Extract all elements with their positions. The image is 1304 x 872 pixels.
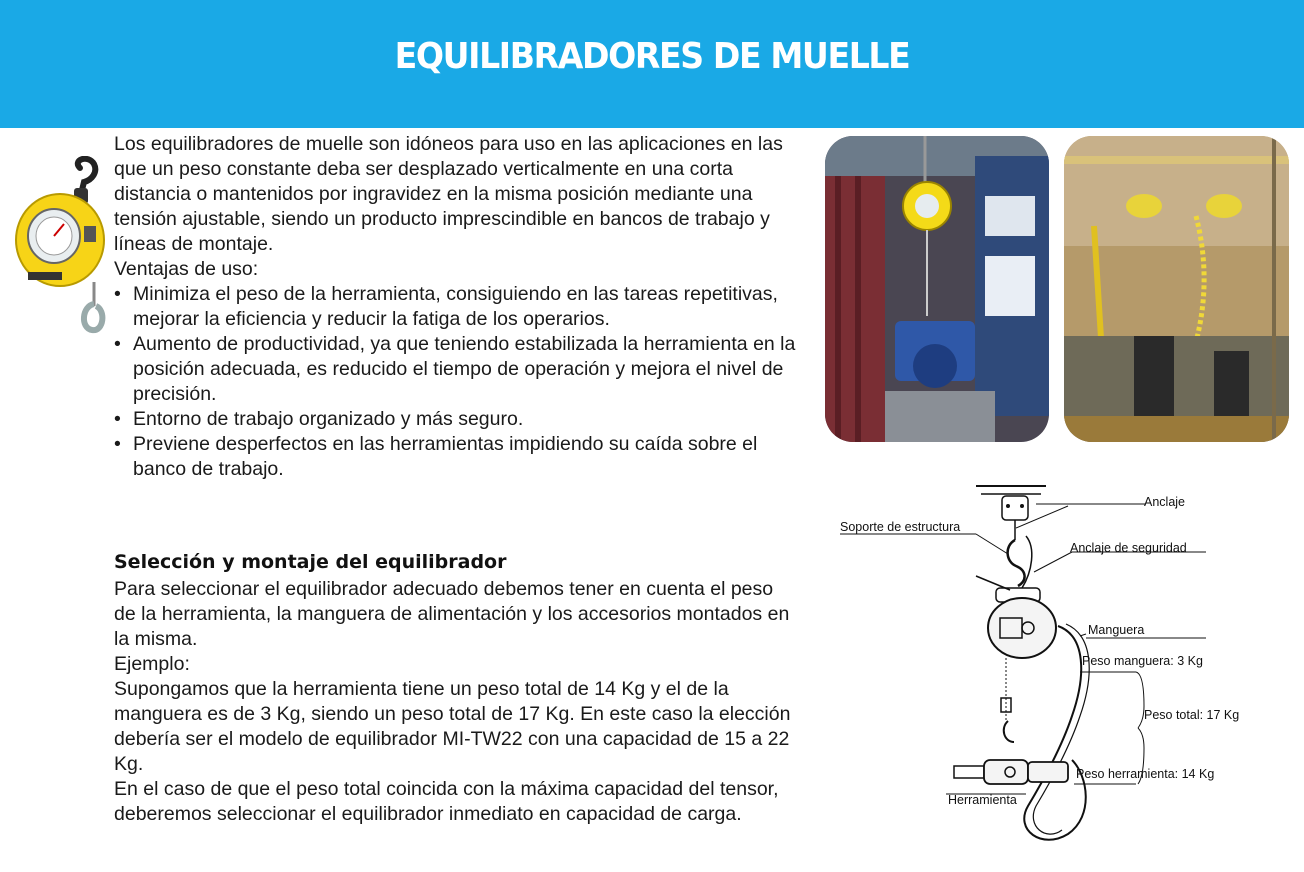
page-title: EQUILIBRADORES DE MUELLE (394, 36, 910, 77)
ejemplo-paragraph: Supongamos que la herramienta tiene un peso total de 14 Kg y el de la manguera es de 3 Kg, siendo un peso total de 17 Kg. En este caso la elección debería ser el modelo de equilibrador MI-TW22 con una capacidad de 15 a 22 Kg. (114, 678, 791, 775)
ventajas-label: Ventajas de uso: (114, 258, 259, 280)
spring-balancer-icon (14, 156, 110, 336)
list-item: • Minimiza el peso de la herramienta, consiguiendo en las tareas repetitivas, mejorar la eficiencia y reducir la fatiga de los operarios. (114, 282, 804, 332)
label-anclaje-seguridad: Anclaje de seguridad (1070, 541, 1187, 555)
installation-diagram (836, 476, 1276, 866)
seleccion-paragraph: Para seleccionar el equilibrador adecuado debemos tener en cuenta el peso de la herramienta, la manguera de alimentación y los accesorios montados en la misma. (114, 578, 790, 650)
label-soporte-estructura: Soporte de estructura (840, 520, 961, 534)
hose (1024, 626, 1085, 840)
section-title: Selección y montaje del equilibrador (114, 551, 507, 573)
list-item: • Previene desperfectos en las herramientas impidiendo su caída sobre el banco de trabajo. (114, 432, 804, 482)
tool-body (984, 760, 1028, 784)
label-peso-herramienta: Peso herramienta: 14 Kg (1076, 767, 1215, 781)
label-peso-manguera: Peso manguera: 3 Kg (1082, 654, 1203, 668)
ventajas-list (114, 282, 804, 482)
capacidad-paragraph: En el caso de que el peso total coincida con la máxima capacidad del tensor, deberemos seleccionar el equilibrador inmediato en capacidad de carga. (114, 778, 779, 825)
label-manguera: Manguera (1088, 623, 1145, 637)
tool-tip (954, 766, 984, 778)
label-herramienta: Herramienta (948, 793, 1017, 807)
intro-section (114, 132, 804, 482)
list-item: • Entorno de trabajo organizado y más seguro. (114, 407, 804, 432)
demo-booth-photo (825, 136, 1049, 442)
label-peso-total: Peso total: 17 Kg (1144, 708, 1240, 722)
header-banner (0, 0, 1304, 128)
ejemplo-label: Ejemplo: (114, 653, 190, 675)
seleccion-section (114, 577, 794, 827)
workshop-photo (1064, 136, 1289, 442)
intro-paragraph: Los equilibradores de muelle son idóneos para uso en las aplicaciones en las que un peso constante deba ser desplazado verticalmente en una corta distancia o mantenidos por ingravidez en la misma posición mediante una tensión ajustable, siendo un producto imprescindible en bancos de trabajo y líneas de montaje. (114, 133, 783, 255)
label-anclaje: Anclaje (1144, 495, 1185, 509)
anchor-hook (1008, 540, 1025, 586)
structure-clamp (1002, 496, 1028, 520)
list-item: • Aumento de productividad, ya que teniendo estabilizada la herramienta en la posición adecuada, es reducido el tiempo de operación y mejora el nivel de precisión. (114, 332, 804, 407)
